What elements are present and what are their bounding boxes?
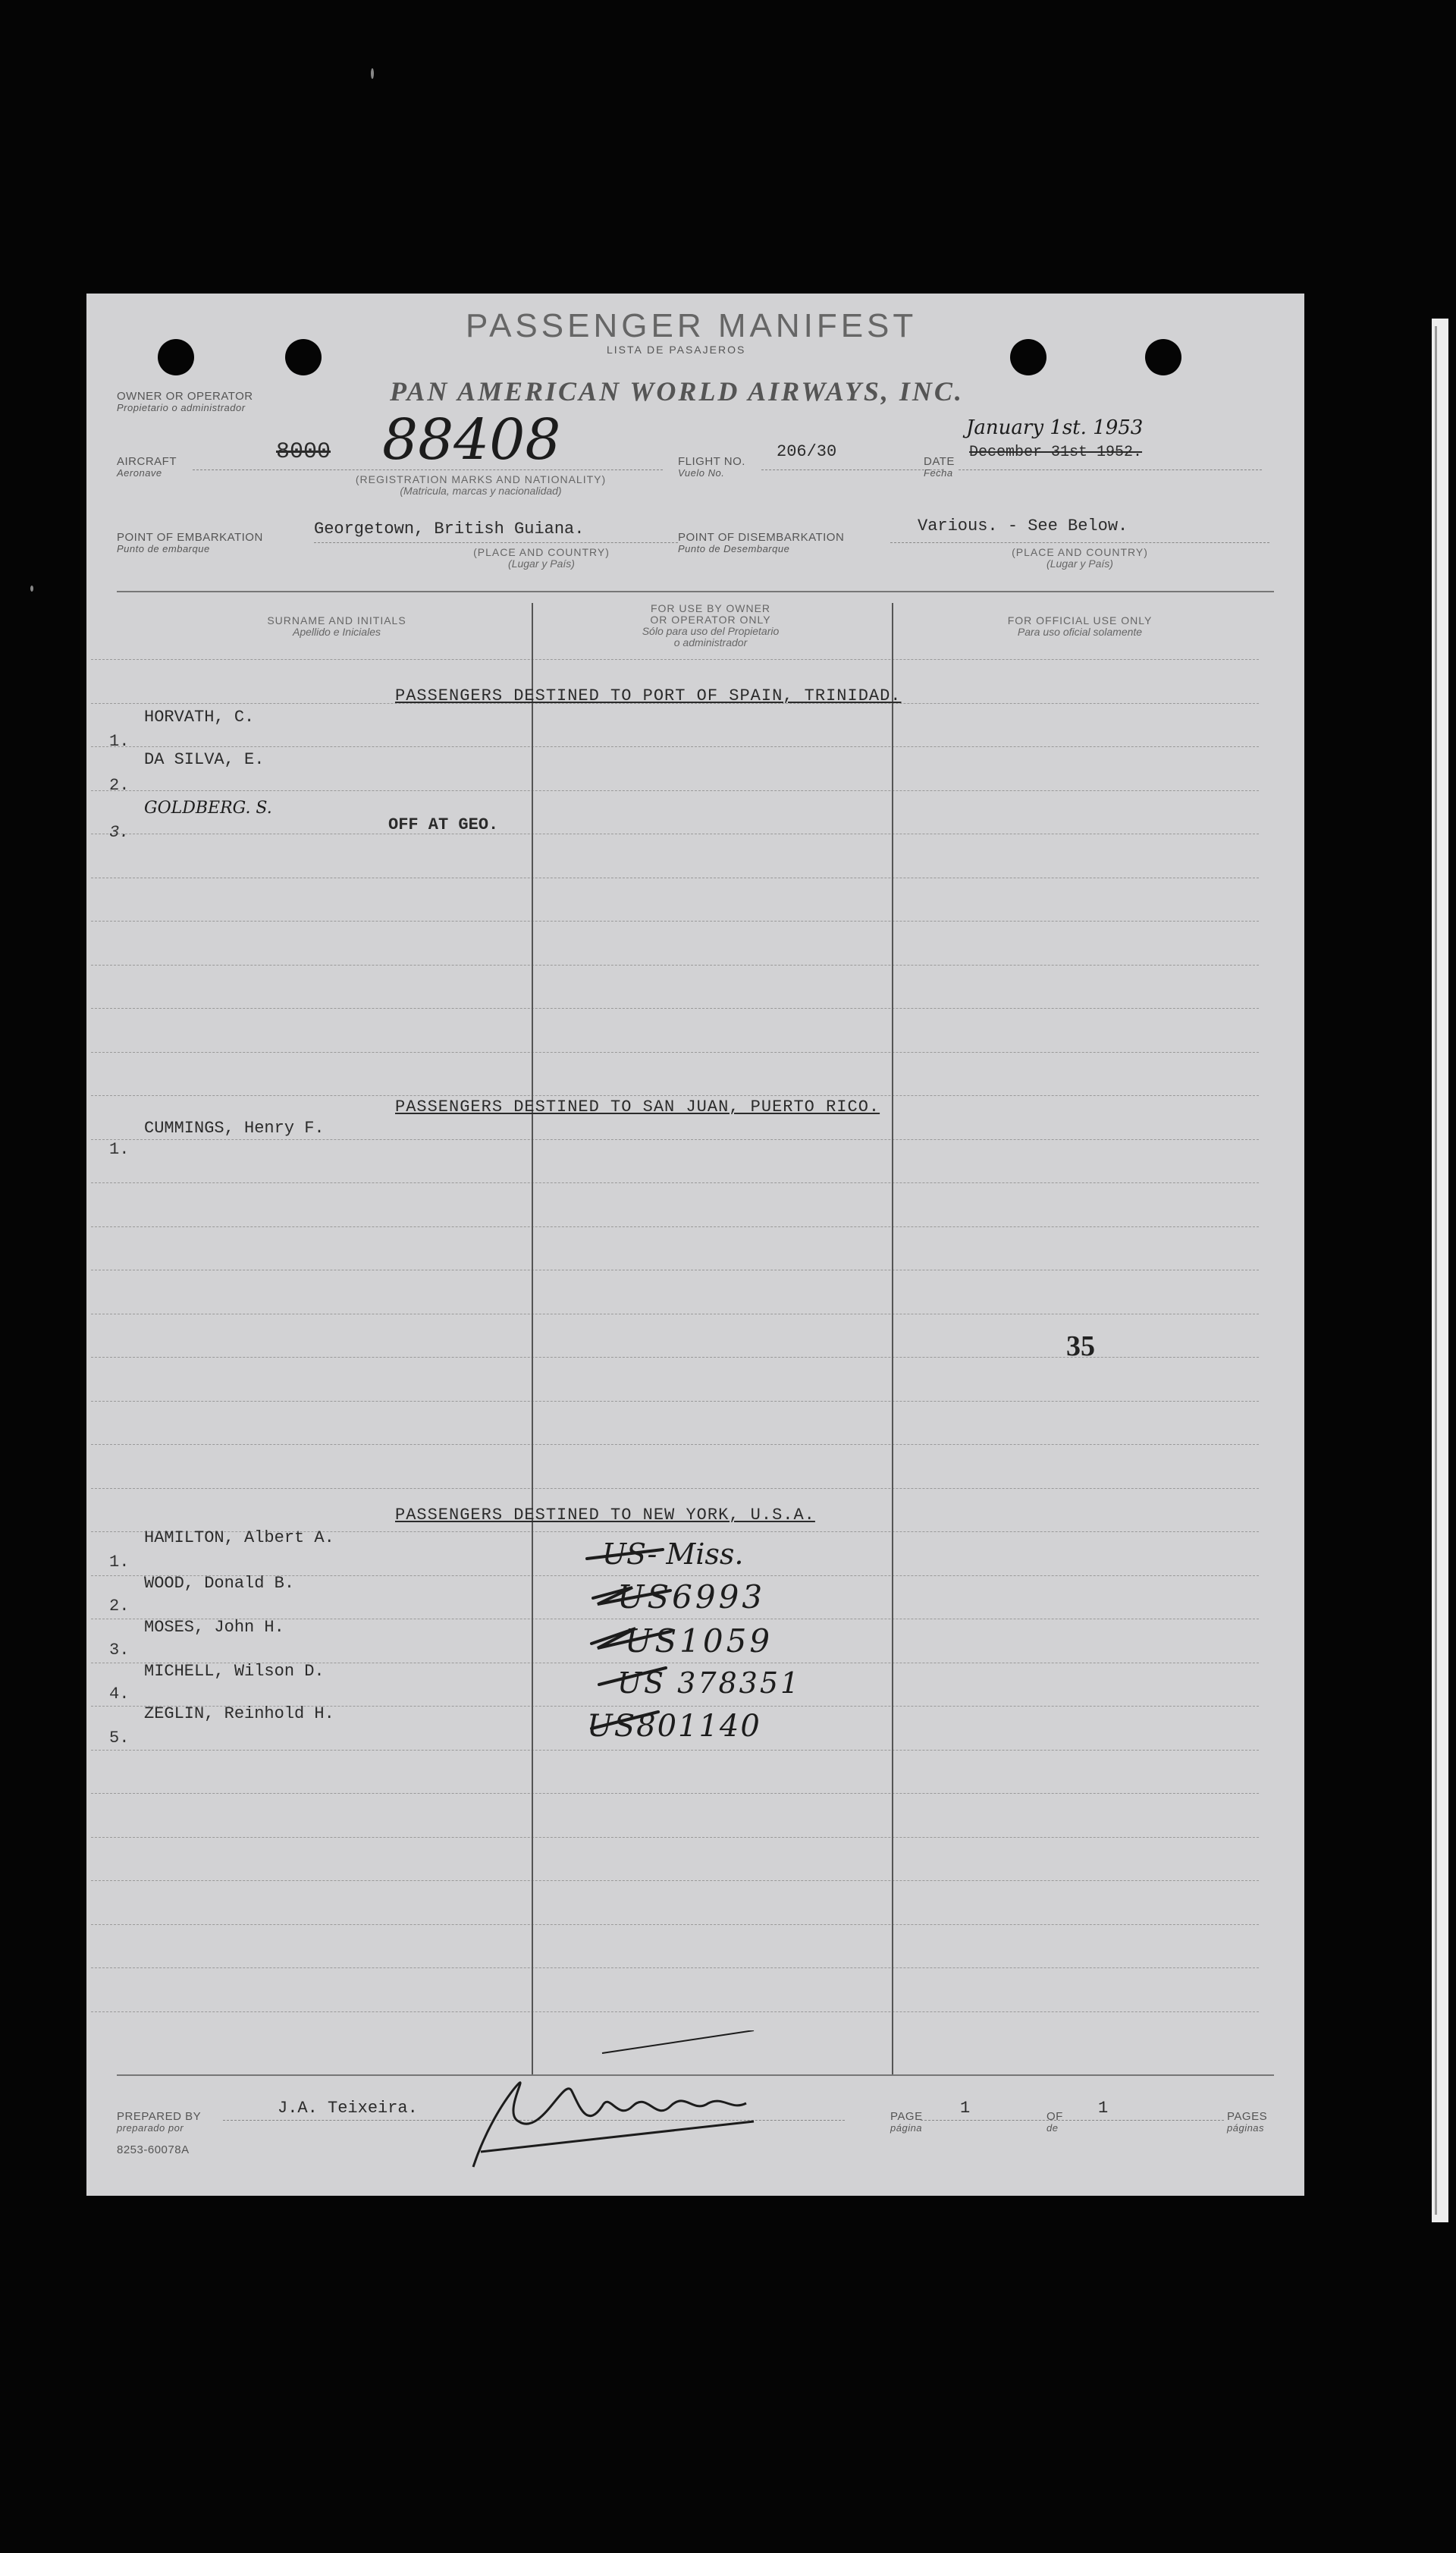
page-label: PAGE página: [890, 2110, 923, 2134]
passenger-number: 2.: [109, 776, 130, 795]
passenger-number: 3.: [109, 1641, 130, 1660]
section-heading-new-york: PASSENGERS DESTINED TO NEW YORK, U.S.A.: [395, 1506, 815, 1525]
passenger-passport-note: US- Miss.: [602, 1537, 744, 1571]
disembarkation-value: Various. - See Below.: [918, 517, 1128, 535]
date-label: DATE Fecha: [924, 455, 955, 479]
table-top-rule: [117, 591, 1274, 592]
signature: [450, 2030, 799, 2175]
ruled-line: [91, 1444, 1259, 1445]
passenger-passport-note: US801140: [587, 1709, 761, 1744]
passenger-name: HORVATH, C.: [144, 708, 255, 727]
passenger-name: MICHELL, Wilson D.: [144, 1662, 325, 1681]
ruled-line: [91, 659, 1259, 660]
punch-hole: [1145, 339, 1181, 375]
flight-value: 206/30: [777, 442, 837, 461]
column-header-owner-use: FOR USE BY OWNER OR OPERATOR ONLY Sólo para uso del Propietario o administrador: [642, 602, 780, 648]
passenger-name: MOSES, John H.: [144, 1618, 284, 1637]
passenger-passport-note: US6993: [617, 1578, 766, 1616]
aircraft-value: 88408: [382, 407, 561, 473]
ruled-line: [91, 1401, 1259, 1402]
ruled-line: [91, 1793, 1259, 1794]
page-value: 1: [960, 2099, 971, 2118]
aircraft-sublabel: (REGISTRATION MARKS AND NATIONALITY) (Matricula, marcas y nacionalidad): [355, 473, 607, 497]
punch-hole: [1010, 339, 1046, 375]
ruled-line: [91, 921, 1259, 922]
passenger-name: WOOD, Donald B.: [144, 1574, 295, 1593]
ruled-line: [91, 1139, 1259, 1140]
form-code: 8253-60078A: [117, 2143, 190, 2156]
ruled-line: [91, 1924, 1259, 1925]
column-header-surname: SURNAME AND INITIALS Apellido e Iniciales: [267, 614, 406, 638]
passenger-number: 5.: [109, 1729, 130, 1748]
ruled-line: [91, 1967, 1259, 1968]
ruled-line: [91, 1008, 1259, 1009]
check-marks: [496, 1537, 693, 1765]
passenger-name: ZEGLIN, Reinhold H.: [144, 1704, 334, 1723]
ruled-line: [91, 1880, 1259, 1881]
disembarkation-line: [890, 542, 1269, 543]
of-label: OF de: [1046, 2110, 1063, 2134]
date-value: January 1st. 1953: [966, 416, 1144, 439]
column-divider-1: [532, 603, 533, 2074]
passenger-number: 4.: [109, 1685, 130, 1704]
passenger-number: 3.: [109, 823, 130, 842]
passenger-name: DA SILVA, E.: [144, 750, 265, 769]
passenger-number: 1.: [109, 732, 130, 751]
aircraft-label: AIRCRAFT Aeronave: [117, 455, 177, 479]
form-subtitle: LISTA DE PASAJEROS: [607, 344, 746, 356]
ruled-line: [91, 790, 1259, 791]
ruled-line: [91, 1182, 1259, 1183]
embarkation-value: Georgetown, British Guiana.: [314, 520, 585, 539]
passenger-note-stamp: OFF AT GEO.: [388, 815, 499, 834]
ruled-line: [91, 1052, 1259, 1053]
adjacent-page-edge-line: [1435, 326, 1437, 2215]
pages-label: PAGES páginas: [1227, 2110, 1268, 2134]
date-line: [959, 469, 1262, 470]
owner-label: OWNER OR OPERATOR Propietario o administrador: [117, 390, 253, 413]
section-heading-san-juan: PASSENGERS DESTINED TO SAN JUAN, PUERTO RICO.: [395, 1098, 880, 1116]
aircraft-struck-value: 8000: [276, 439, 331, 465]
embarkation-label: POINT OF EMBARKATION Punto de embarque: [117, 531, 263, 554]
column-header-official-use: FOR OFFICIAL USE ONLY Para uso oficial solamente: [1007, 614, 1153, 638]
passenger-passport-note: US1059: [625, 1622, 774, 1660]
airline-name: PAN AMERICAN WORLD AIRWAYS, INC.: [390, 376, 964, 407]
date-struck-value: December 31st 1952.: [969, 444, 1143, 461]
passenger-name: HAMILTON, Albert A.: [144, 1528, 334, 1547]
ruled-line: [91, 1226, 1259, 1227]
ruled-line: [91, 1837, 1259, 1838]
punch-hole: [285, 339, 322, 375]
ruled-line: [91, 746, 1259, 747]
flight-line: [761, 469, 943, 470]
embarkation-sublabel: (PLACE AND COUNTRY) (Lugar y País): [473, 546, 610, 570]
ruled-line: [91, 2011, 1259, 2012]
column-divider-2: [892, 603, 893, 2074]
ruled-line: [91, 1095, 1259, 1096]
punch-hole: [158, 339, 194, 375]
passenger-passport-note: US 378351: [617, 1666, 802, 1700]
form-title: PASSENGER MANIFEST: [466, 307, 918, 344]
passenger-number: 1.: [109, 1140, 130, 1159]
disembarkation-label: POINT OF DISEMBARKATION Punto de Desembarque: [678, 531, 845, 554]
prepared-by-label: PREPARED BY preparado por: [117, 2110, 202, 2134]
section-heading-port-of-spain: PASSENGERS DESTINED TO PORT OF SPAIN, TRINIDAD.: [395, 686, 902, 705]
scan-speck: [30, 586, 33, 592]
manifest-sheet: [86, 294, 1304, 2196]
passenger-number: 1.: [109, 1553, 130, 1572]
disembarkation-sublabel: (PLACE AND COUNTRY) (Lugar y País): [1012, 546, 1148, 570]
embarkation-line: [314, 542, 678, 543]
ruled-line: [91, 1488, 1259, 1489]
scan-speck: [371, 68, 374, 79]
prepared-by-value: J.A. Teixeira.: [278, 2099, 418, 2118]
passenger-number: 2.: [109, 1597, 130, 1616]
ruled-line: [91, 965, 1259, 966]
page-number-stamp: 35: [1066, 1330, 1095, 1362]
passenger-name: CUMMINGS, Henry F.: [144, 1119, 325, 1138]
of-value: 1: [1098, 2099, 1109, 2118]
flight-label: FLIGHT NO. Vuelo No.: [678, 455, 745, 479]
passenger-name: GOLDBERG. S.: [144, 799, 272, 818]
page-line: [921, 2120, 1224, 2121]
